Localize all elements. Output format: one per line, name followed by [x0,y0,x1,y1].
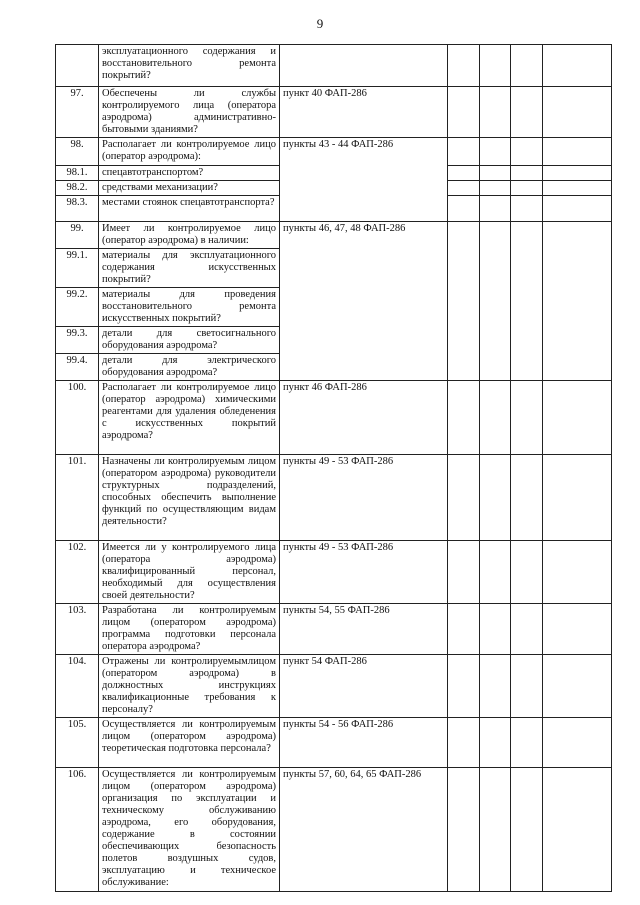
check-cell [511,381,543,455]
row-number: 99. [56,222,99,249]
table-row [56,541,612,604]
row-question: Располагает ли контролируемое лицо (оператор аэродрома) химическими реагентами для удаления обледенения с искусственных покрытий аэродрома? [99,381,280,455]
row-question: Осуществляется ли контролируемым лицом (оператором аэродрома) теоретическая подготовка персонала? [99,718,280,768]
check-cell [480,604,511,655]
table-row [56,45,612,87]
row-reference: пункт 40 ФАП-286 [280,87,448,138]
check-cell [511,768,543,892]
check-cell [448,541,480,604]
row-reference [280,45,448,87]
check-cell [448,196,480,222]
note-cell [543,541,612,604]
note-cell [543,196,612,222]
row-question: эксплуатационного содержания и восстановительного ремонта покрытий? [99,45,280,87]
row-question: детали для светосигнального оборудования аэродрома? [99,327,280,354]
row-number: 99.3. [56,327,99,354]
page-number: 9 [316,16,324,31]
row-reference: пункты 54 - 56 ФАП-286 [280,718,448,768]
row-reference: пункты 49 - 53 ФАП-286 [280,455,448,541]
row-question: Обеспечены ли службы контролируемого лица (оператора аэродрома) административно-бытовыми зданиями? [99,87,280,138]
row-number: 98.2. [56,181,99,196]
table-row [56,604,612,655]
table-row [56,87,612,138]
check-cell [511,45,543,87]
check-cell [511,604,543,655]
note-cell [543,138,612,166]
row-number: 103. [56,604,99,655]
checklist-table [55,44,612,892]
check-cell [448,604,480,655]
note-cell [543,45,612,87]
check-cell [448,138,480,166]
check-cell [480,138,511,166]
row-question: Осуществляется ли контролируемым лицом (оператором аэродрома) организация по эксплуатации и техническому обслуживанию аэродрома, его оборудования, содержание в состоянии обеспечивающих безопасность полетов воздушных судов, эксплуатацию и техническое обслуживание: [99,768,280,892]
check-cell [448,381,480,455]
check-cell [480,181,511,196]
note-cell [543,381,612,455]
row-reference: пункты 57, 60, 64, 65 ФАП-286 [280,768,448,892]
check-cell [511,166,543,181]
row-question: детали для электрического оборудования аэродрома? [99,354,280,381]
check-cell [448,181,480,196]
check-cell [480,541,511,604]
row-reference: пункты 46, 47, 48 ФАП-286 [280,222,448,381]
row-reference: пункты 43 - 44 ФАП-286 [280,138,448,222]
table-row [56,768,612,892]
table-row [56,138,612,166]
row-question: материалы для эксплуатационного содержания искусственных покрытий? [99,249,280,288]
check-cell [511,87,543,138]
check-cell [448,718,480,768]
row-question: Имеется ли у контролируемого лица (оператора аэродрома) квалифицированный персонал, необходимый для осуществления своей деятельности? [99,541,280,604]
check-cell [480,222,511,381]
row-question: средствами механизации? [99,181,280,196]
row-question: Назначены ли контролируемым лицом (оператором аэродрома) руководители структурных подразделений, способных обеспечить выполнение функций по осуществляющим видам деятельности? [99,455,280,541]
row-number: 106. [56,768,99,892]
row-number: 99.4. [56,354,99,381]
note-cell [543,181,612,196]
note-cell [543,655,612,718]
note-cell [543,604,612,655]
row-question: Располагает ли контролируемое лицо (оператор аэродрома): [99,138,280,166]
check-cell [448,455,480,541]
check-cell [511,455,543,541]
check-cell [448,87,480,138]
check-cell [480,768,511,892]
row-number: 101. [56,455,99,541]
check-cell [511,718,543,768]
check-cell [511,541,543,604]
check-cell [448,45,480,87]
check-cell [480,87,511,138]
row-question: материалы для проведения восстановительного ремонта искусственных покрытий? [99,288,280,327]
row-number: 98.1. [56,166,99,181]
row-reference: пункты 49 - 53 ФАП-286 [280,541,448,604]
check-cell [480,381,511,455]
note-cell [543,87,612,138]
row-number: 97. [56,87,99,138]
row-question: местами стоянок спецавтотранспорта? [99,196,280,222]
row-reference: пункт 54 ФАП-286 [280,655,448,718]
check-cell [448,655,480,718]
check-cell [511,222,543,381]
check-cell [511,181,543,196]
row-question: Отражены ли контролируемымлицом (оператором аэродрома) в должностных инструкциях квалификационные требования к персоналу? [99,655,280,718]
note-cell [543,455,612,541]
row-number: 98.3. [56,196,99,222]
check-cell [448,222,480,381]
note-cell [543,222,612,381]
row-question: спецавтотранспортом? [99,166,280,181]
note-cell [543,768,612,892]
row-number: 104. [56,655,99,718]
row-question: Имеет ли контролируемое лицо (оператор аэродрома) в наличии: [99,222,280,249]
row-number: 102. [56,541,99,604]
row-number: 99.2. [56,288,99,327]
row-number: 105. [56,718,99,768]
table-row [56,718,612,768]
row-reference: пункт 46 ФАП-286 [280,381,448,455]
table-row [56,655,612,718]
check-cell [480,166,511,181]
table-row [56,455,612,541]
check-cell [480,718,511,768]
check-cell [448,166,480,181]
table-row [56,381,612,455]
check-cell [480,655,511,718]
row-number [56,45,99,87]
row-number: 100. [56,381,99,455]
check-cell [511,196,543,222]
row-number: 99.1. [56,249,99,288]
row-question: Разработана ли контролируемым лицом (оператором аэродрома) программа подготовки персонала оператора аэродрома? [99,604,280,655]
note-cell [543,166,612,181]
check-cell [480,455,511,541]
note-cell [543,718,612,768]
row-number: 98. [56,138,99,166]
check-cell [480,196,511,222]
check-cell [448,768,480,892]
check-cell [480,45,511,87]
check-cell [511,655,543,718]
row-reference: пункты 54, 55 ФАП-286 [280,604,448,655]
check-cell [511,138,543,166]
table-row [56,222,612,249]
